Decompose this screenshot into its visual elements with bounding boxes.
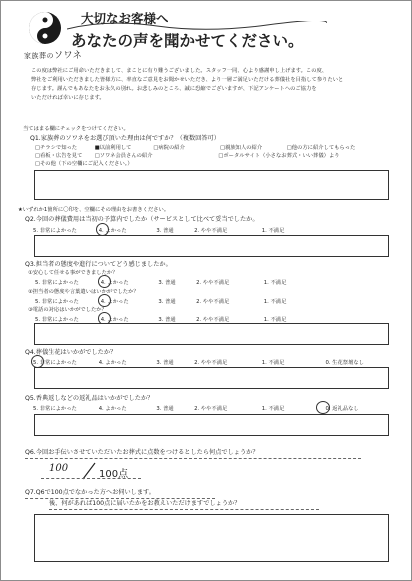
q3-sub-1-selected-circle [98,275,111,288]
q6-answer-underline [41,478,141,479]
scale-2[interactable]: 2. やや不満足 [194,360,228,366]
q6-underline [25,458,361,459]
scale-3[interactable]: 3. 普通 [158,280,176,286]
scale-1[interactable]: 1. 不満足 [261,228,285,234]
scale-0-no-flowers[interactable]: 0. 生花祭壇なし [325,360,364,366]
scale-3[interactable]: 3. 普通 [158,299,176,305]
q3-label: Q3.担当者の態度や進行についてどう感じましたか。 [25,261,172,268]
scale-1[interactable]: 1. 不満足 [263,280,287,286]
intro-text [31,67,389,103]
q7-sub-underline [49,509,319,510]
scale-2[interactable]: 2. やや不満足 [196,317,230,323]
q1-option[interactable]: ■以前利用して [94,145,132,151]
intro-line: いただければ幸いに存じます。 [31,95,105,101]
q1-options [35,144,355,168]
title-line-1: 大切なお客様へ [81,11,169,26]
scale-1[interactable]: 1. 不満足 [263,317,287,323]
scale-4[interactable]: 4. よかった [100,317,129,323]
scale-5[interactable]: 5. 非常によかった [33,406,77,412]
scale-4[interactable]: 4. よかった [98,360,127,366]
scale-1[interactable]: 1. 不満足 [261,360,285,366]
q1-option[interactable]: □ポータルサイト（小さなお葬式・いい葬儀）より [218,153,340,159]
q6-suffix: 100点 [99,469,129,480]
q1-option[interactable]: □病院の紹介 [153,145,185,151]
scale-5[interactable]: 5. 非常によかった [35,299,79,305]
q1-option[interactable]: □看板・広告を見て [35,153,83,159]
q1-other-box[interactable] [34,170,389,200]
q4-label: Q4.葬儀生花はいかがでしたか？ [25,349,117,356]
q5-label: Q5.香典返しなどの返礼品はいかがでしたか？ [25,395,154,402]
scale-4[interactable]: 4. よかった [98,406,127,412]
note: ★いずれか1箇所に〇印を、空欄にその理由をお書きください。 [18,207,170,213]
q3-sub-2-label: ②担当者の態度や言葉遣いはいかがでしたか？ [28,289,139,295]
scale-5[interactable]: 5. 非常によかった [33,228,77,234]
scale-1[interactable]: 1. 不満足 [263,299,287,305]
brand-name-main: ソワネ [54,51,83,61]
scale-3[interactable]: 3. 普通 [158,317,176,323]
q3-sub-2-scale [35,297,286,305]
brand-prefix: 家族葬の [24,52,54,60]
intro-line: 弊社をご利用いただきました皆様方に、率直なご意見をお聞かせいただき、より一層ご満足いただける葬儀社を目指して参りたいと [31,77,344,83]
scale-3[interactable]: 3. 普通 [156,228,174,234]
q3-sub-1-scale [35,278,286,286]
q1-option[interactable]: □その他（下の空欄にご記入ください。） [35,161,133,167]
q3-sub-3-scale [35,315,286,323]
q1-option[interactable]: □親族知人の紹介 [220,145,263,151]
scale-0-no-gifts[interactable]: 0. 返礼品なし [325,406,359,412]
q7-reason-box[interactable] [34,514,389,562]
q3-reason-box[interactable] [34,323,389,345]
q6-label: Q6.今回お手伝いさせていただいたお葬式に点数をつけるとしたら何点でしょうか？ [25,449,259,456]
scale-2[interactable]: 2. やや不満足 [194,228,228,234]
scale-2[interactable]: 2. やや不満足 [196,299,230,305]
q7-sub-label: 後、何があれば100点に届いたかをお教えいただけますでしょうか？ [49,500,241,507]
q5-selected-circle [316,401,330,414]
scale-4[interactable]: 4. よかった [100,299,129,305]
scale-2[interactable]: 2. やや不満足 [194,406,228,412]
brand-logo-icon [28,11,62,45]
q3-sub-1-label: ①安心して任せる事ができましたか？ [28,270,118,276]
intro-line: 存じます。謹んでもあなたをお永久の別れ。お悲しみのところ、誠に恐縮でございますが、下記アンケートへのご協力を [31,86,317,92]
q6-answer[interactable]: 100 [49,463,69,474]
scale-5[interactable]: 5. 非常によかった [35,317,79,323]
scale-5[interactable]: 5. 非常によかった [35,280,79,286]
q1-option[interactable]: □ソワネ会員さんの紹介 [94,153,153,159]
scale-4[interactable]: 4. よかった [100,280,129,286]
q1-option[interactable]: □他の方に紹介してもらった [286,145,356,151]
scale-3[interactable]: 3. 普通 [156,406,174,412]
q3-sub-3-label: ③電話の対応はいかがでしたか？ [28,307,107,313]
q1-option[interactable]: □チラシで知った [35,145,78,151]
q7-label: Q7.Q6で100点でなかった方へお伺いします。 [25,489,155,496]
instruction: 当てはまる欄にチェックをつけてください。 [23,126,129,132]
q2-reason-box[interactable] [34,235,389,257]
q4-scale [33,358,364,366]
q4-reason-box[interactable] [34,367,389,389]
q2-scale [33,226,284,234]
title-line-2: あなたの声を聞かせてください。 [71,31,304,50]
scale-3[interactable]: 3. 普通 [156,360,174,366]
scale-4[interactable]: 4. よかった [98,228,127,234]
scale-5[interactable]: 5. 非常によかった [33,360,77,366]
q5-scale [33,404,359,412]
intro-line: この度は弊社にご用命いただきまして、まことに有り難うございました。スタッフ一同、心より感謝申し上げます。この度、 [31,68,328,74]
scale-2[interactable]: 2. やや不満足 [196,280,230,286]
q1-label: Q1.家族葬のソワネをお選び頂いた理由は何ですか？（複数回答可） [30,135,220,142]
scale-1[interactable]: 1. 不満足 [261,406,285,412]
q5-reason-box[interactable] [34,414,389,436]
q2-label: Q2.今回の葬儀費用は当初の予算内でしたか（サービスとして比べて妥当でしたか。 [25,216,259,223]
